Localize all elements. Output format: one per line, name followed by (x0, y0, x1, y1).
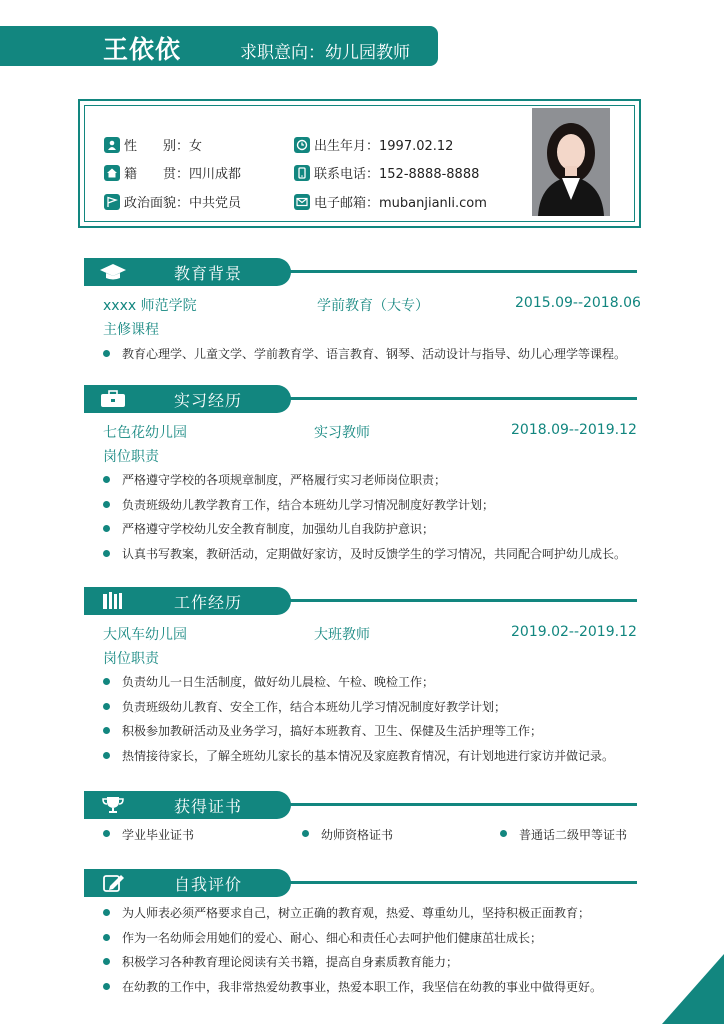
info-gender: 性 别：女 (104, 135, 202, 154)
info-birth: 出生年月：1997.02.12 (294, 135, 453, 154)
list-item: 积极参加教研活动及业务学习，搞好本班教育、卫生、保健及生活护理等工作； (103, 721, 614, 746)
list-item: 积极学习各种教育理论阅读有关书籍，提高自身素质教育能力； (103, 952, 602, 977)
books-icon (98, 591, 128, 611)
list-item: 严格遵守学校幼儿安全教育制度，加强幼儿自我防护意识； (103, 519, 626, 544)
phone-icon (294, 165, 310, 181)
internship-sub: 岗位职责 (103, 449, 159, 465)
list-item: 教育心理学、儿童文学、学前教育学、语言教育、钢琴、活动设计与指导、幼儿心理学等课程。 (103, 344, 626, 369)
cert-item: 幼师资格证书 (302, 826, 393, 843)
flag-icon (104, 194, 120, 210)
person-icon (104, 137, 120, 153)
section-title: 实习经历 (174, 391, 243, 410)
list-item: 负责班级幼儿教育、安全工作，结合本班幼儿学习情况制度好教学计划； (103, 697, 614, 722)
internship-period: 2018.09--2019.12 (511, 422, 637, 438)
work-role: 大班教师 (314, 627, 370, 643)
internship-org: 七色花幼儿园 (103, 425, 187, 441)
graduation-cap-icon (98, 262, 128, 282)
work-org: 大风车幼儿园 (103, 627, 187, 643)
section-title: 自我评价 (174, 875, 243, 894)
section-certificates (84, 791, 637, 819)
section-education (84, 258, 637, 286)
trophy-icon (98, 795, 128, 815)
list-item: 热情接待家长，了解全班幼儿家长的基本情况及家庭教育情况，有计划地进行家访并做记录。 (103, 746, 614, 771)
education-major: 学前教育（大专） (317, 298, 429, 314)
section-title: 工作经历 (174, 593, 243, 612)
work-period: 2019.02--2019.12 (511, 624, 637, 640)
section-title: 教育背景 (174, 264, 243, 283)
work-list (103, 672, 614, 770)
internship-role: 实习教师 (314, 425, 370, 441)
job-intent: 求职意向：幼儿园教师 (240, 43, 410, 63)
list-item: 负责幼儿一日生活制度，做好幼儿晨检、午检、晚检工作； (103, 672, 614, 697)
education-sub: 主修课程 (103, 322, 159, 338)
section-internship (84, 385, 637, 413)
list-item: 负责班级幼儿教学教育工作，结合本班幼儿学习情况制度好教学计划； (103, 495, 626, 520)
internship-list (103, 470, 626, 568)
education-school: xxxx 师范学院 (103, 298, 197, 314)
info-email: 电子邮箱：mubanjianli.com (294, 192, 487, 211)
list-item: 认真书写教案，教研活动，定期做好家访，及时反馈学生的学习情况，共同配合呵护幼儿成长。 (103, 544, 626, 569)
mail-icon (294, 194, 310, 210)
list-item: 为人师表必须严格要求自己，树立正确的教育观，热爱、尊重幼儿，坚持积极正面教育； (103, 903, 602, 928)
briefcase-icon (98, 389, 128, 409)
home-icon (104, 165, 120, 181)
section-work (84, 587, 637, 615)
section-self-evaluation (84, 869, 637, 897)
info-politics: 政治面貌：中共党员 (104, 192, 241, 211)
info-phone: 联系电话：152-8888-8888 (294, 163, 479, 182)
info-origin: 籍 贯：四川成都 (104, 163, 241, 182)
list-item: 严格遵守学校的各项规章制度，严格履行实习老师岗位职责； (103, 470, 626, 495)
list-item: 在幼教的工作中，我非常热爱幼教事业，热爱本职工作，我坚信在幼教的事业中做得更好。 (103, 977, 602, 1002)
corner-decoration (662, 954, 724, 1024)
cert-item: 普通话二级甲等证书 (500, 826, 627, 843)
self-evaluation-list (103, 903, 602, 1001)
clock-icon (294, 137, 310, 153)
candidate-name: 王依依 (103, 35, 182, 64)
education-period: 2015.09--2018.06 (515, 295, 641, 311)
list-item: 作为一名幼师会用她们的爱心、耐心、细心和责任心去呵护他们健康茁壮成长； (103, 928, 602, 953)
profile-photo (532, 108, 610, 216)
education-list (103, 344, 626, 369)
section-title: 获得证书 (174, 797, 243, 816)
cert-item: 学业毕业证书 (103, 826, 194, 843)
work-sub: 岗位职责 (103, 651, 159, 667)
edit-icon (98, 873, 128, 893)
